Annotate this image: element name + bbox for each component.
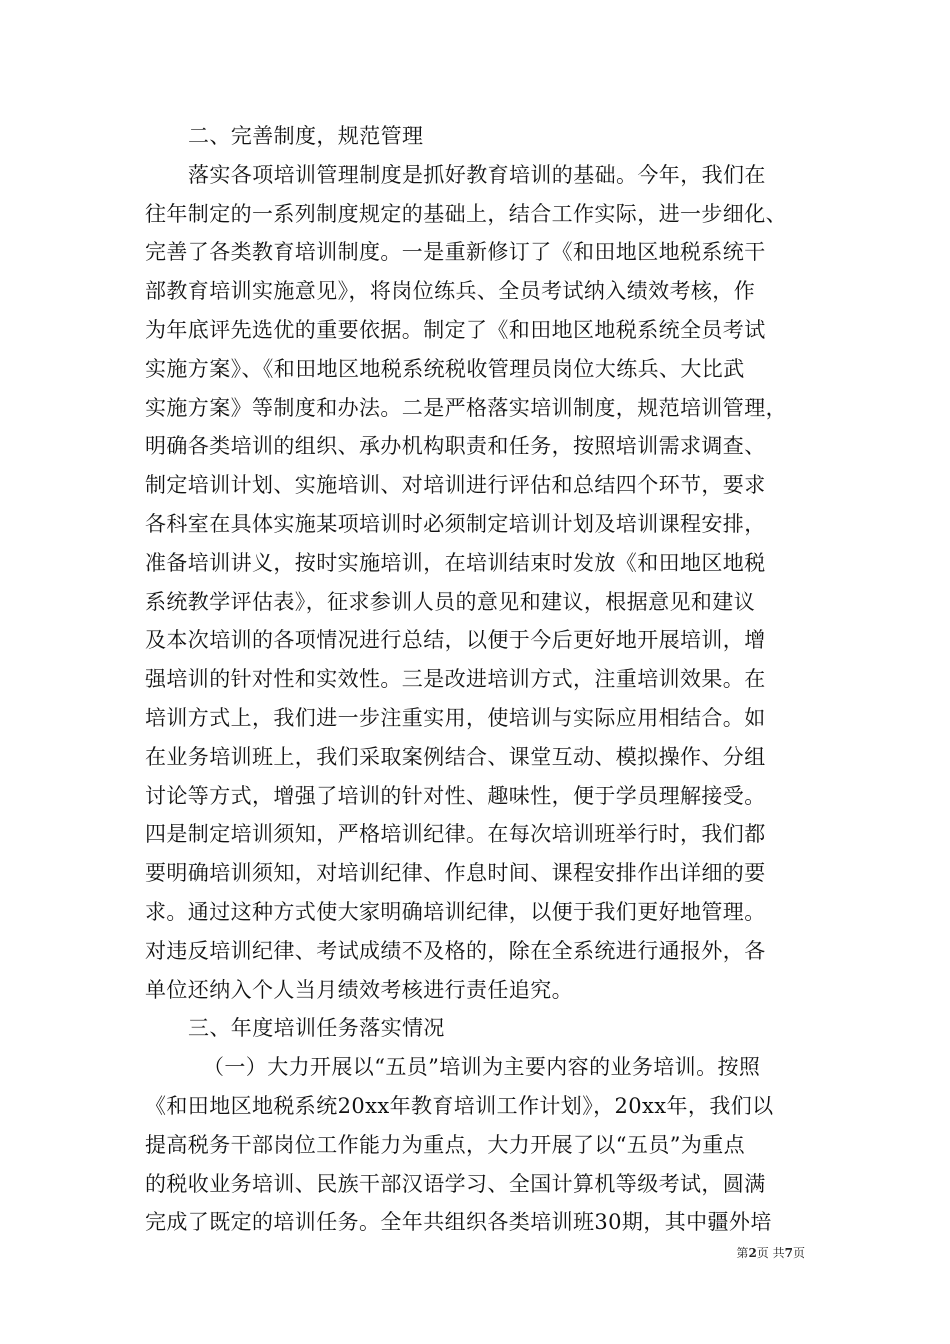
paragraph-line: 制定培训计划、实施培训、对培训进行评估和总结四个环节，要求 bbox=[145, 473, 766, 498]
paragraph-line: （一）大力开展以“五员”培训为主要内容的业务培训。按照 bbox=[203, 1055, 761, 1080]
paragraph-line: 的税收业务培训、民族干部汉语学习、全国计算机等级考试，圆满 bbox=[145, 1171, 766, 1196]
page-number-footer bbox=[736, 1244, 805, 1261]
paragraph-line: 单位还纳入个人当月绩效考核进行责任追究。 bbox=[145, 977, 573, 1002]
paragraph-line: 为年底评先选优的重要依据。制定了《和田地区地税系统全员考试 bbox=[145, 317, 766, 342]
paragraph-line: 各科室在具体实施某项培训时必须制定培训计划及培训课程安排， bbox=[145, 511, 766, 536]
paragraph-line: 《和田地区地税系统20xx年教育培训工作计划》，20xx年，我们以 bbox=[145, 1093, 774, 1118]
paragraph-line: 讨论等方式，增强了培训的针对性、趣味性，便于学员理解接受。 bbox=[145, 783, 766, 808]
footer-middle: 页 共 bbox=[756, 1246, 785, 1260]
paragraph-line: 在业务培训班上，我们采取案例结合、课堂互动、模拟操作、分组 bbox=[145, 744, 766, 769]
paragraph-line: 培训方式上，我们进一步注重实用，使培训与实际应用相结合。如 bbox=[145, 705, 766, 730]
paragraph-line: 求。通过这种方式使大家明确培训纪律，以便于我们更好地管理。 bbox=[145, 899, 766, 924]
footer-prefix: 第 bbox=[736, 1246, 749, 1260]
current-page-number: 2 bbox=[748, 1246, 757, 1260]
paragraph-line: 准备培训讲义，按时实施培训，在培训结束时发放《和田地区地税 bbox=[145, 550, 766, 575]
paragraph-line: 部教育培训实施意见》，将岗位练兵、全员考试纳入绩效考核，作 bbox=[145, 279, 756, 304]
paragraph-line: 完善了各类教育培训制度。一是重新修订了《和田地区地税系统干 bbox=[145, 240, 766, 265]
section-heading-3: 三、年度培训任务落实情况 bbox=[188, 1016, 445, 1041]
paragraph-line: 完成了既定的培训任务。全年共组织各类培训班30期，其中疆外培 bbox=[145, 1210, 772, 1235]
paragraph-line: 系统教学评估表》，征求参训人员的意见和建议，根据意见和建议 bbox=[145, 589, 756, 614]
paragraph-line: 及本次培训的各项情况进行总结，以便于今后更好地开展培训，增 bbox=[145, 628, 766, 653]
paragraph-line: 明确各类培训的组织、承办机构职责和任务，按照培训需求调查、 bbox=[145, 434, 766, 459]
total-page-number: 7 bbox=[784, 1246, 793, 1260]
paragraph-line: 实施方案》、《和田地区地税系统税收管理员岗位大练兵、大比武 bbox=[145, 356, 745, 381]
paragraph-line: 提高税务干部岗位工作能力为重点，大力开展了以“五员”为重点 bbox=[145, 1132, 746, 1157]
paragraph-line: 要明确培训须知，对培训纪律、作息时间、课程安排作出详细的要 bbox=[145, 861, 766, 886]
footer-suffix: 页 bbox=[792, 1246, 805, 1260]
paragraph-line: 对违反培训纪律、考试成绩不及格的，除在全系统进行通报外，各 bbox=[145, 938, 766, 963]
paragraph-line: 四是制定培训须知，严格培训纪律。在每次培训班举行时，我们都 bbox=[145, 822, 766, 847]
paragraph-line: 强培训的针对性和实效性。三是改进培训方式，注重培训效果。在 bbox=[145, 667, 766, 692]
paragraph-line: 实施方案》等制度和办法。二是严格落实培训制度，规范培训管理， bbox=[145, 395, 787, 420]
paragraph-line: 往年制定的一系列制度规定的基础上，结合工作实际，进一步细化、 bbox=[145, 201, 787, 226]
paragraph-line: 落实各项培训管理制度是抓好教育培训的基础。今年，我们在 bbox=[188, 162, 766, 187]
document-body bbox=[145, 117, 805, 1242]
section-heading-2: 二、完善制度，规范管理 bbox=[188, 124, 424, 148]
